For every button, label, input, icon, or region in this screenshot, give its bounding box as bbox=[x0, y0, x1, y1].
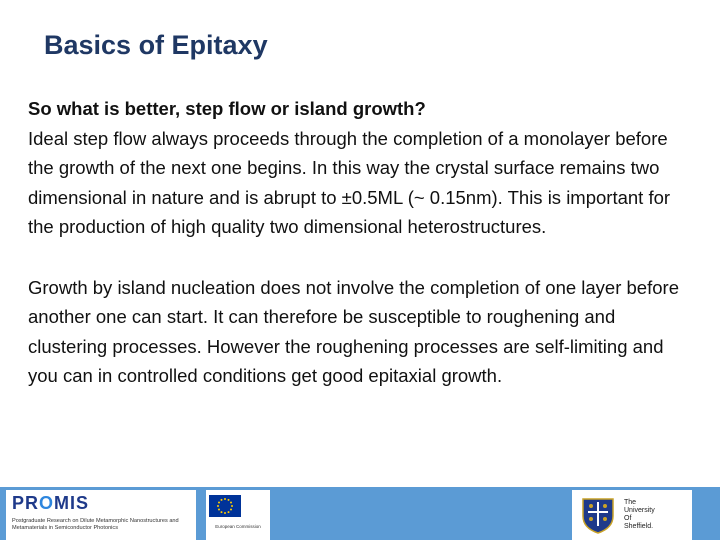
university-line: Sheffield. bbox=[624, 523, 654, 530]
university-line: Of bbox=[624, 515, 632, 522]
promis-subtitle: Postgraduate Research on Dilute Metamorphic Nanostructures and Metamaterials in Semiconductor Photonics bbox=[12, 518, 179, 531]
promis-wordmark-mis: MIS bbox=[54, 493, 90, 513]
paragraph-island-growth: Growth by island nucleation does not involve the completion of one layer before another one can start. It can therefore be susceptible to roughening and clustering processes. However the roughening processes are self-limiting and you can in controlled conditions get good epitaxial growth. bbox=[28, 276, 679, 386]
eu-caption: European Commission bbox=[215, 524, 261, 529]
promis-wordmark-o: O bbox=[39, 493, 55, 513]
promis-wordmark bbox=[12, 494, 190, 512]
slide-body bbox=[28, 94, 692, 391]
footer-bar bbox=[0, 487, 720, 540]
university-line: University bbox=[624, 507, 655, 514]
university-crest-icon bbox=[580, 496, 616, 534]
university-line: The bbox=[624, 499, 637, 506]
question-heading: So what is better, step flow or island growth? bbox=[28, 98, 426, 119]
eu-flag-icon bbox=[209, 495, 241, 517]
promis-logo bbox=[6, 490, 196, 540]
paragraph-gap bbox=[28, 242, 692, 273]
eu-logo bbox=[206, 490, 270, 540]
slide-title: Basics of Epitaxy bbox=[44, 30, 268, 60]
sheffield-logo bbox=[572, 490, 692, 540]
university-name bbox=[624, 499, 655, 531]
promis-wordmark-pr: PR bbox=[12, 493, 40, 513]
paragraph-step-flow: Ideal step flow always proceeds through the completion of a monolayer before the growth of the next one begins. In this way the crystal surface remains two dimensional in nature and is abrupt to ±0.5ML (~ 0.15nm). This is important for the production of high quality two dimensional heterostructures. bbox=[28, 127, 671, 237]
